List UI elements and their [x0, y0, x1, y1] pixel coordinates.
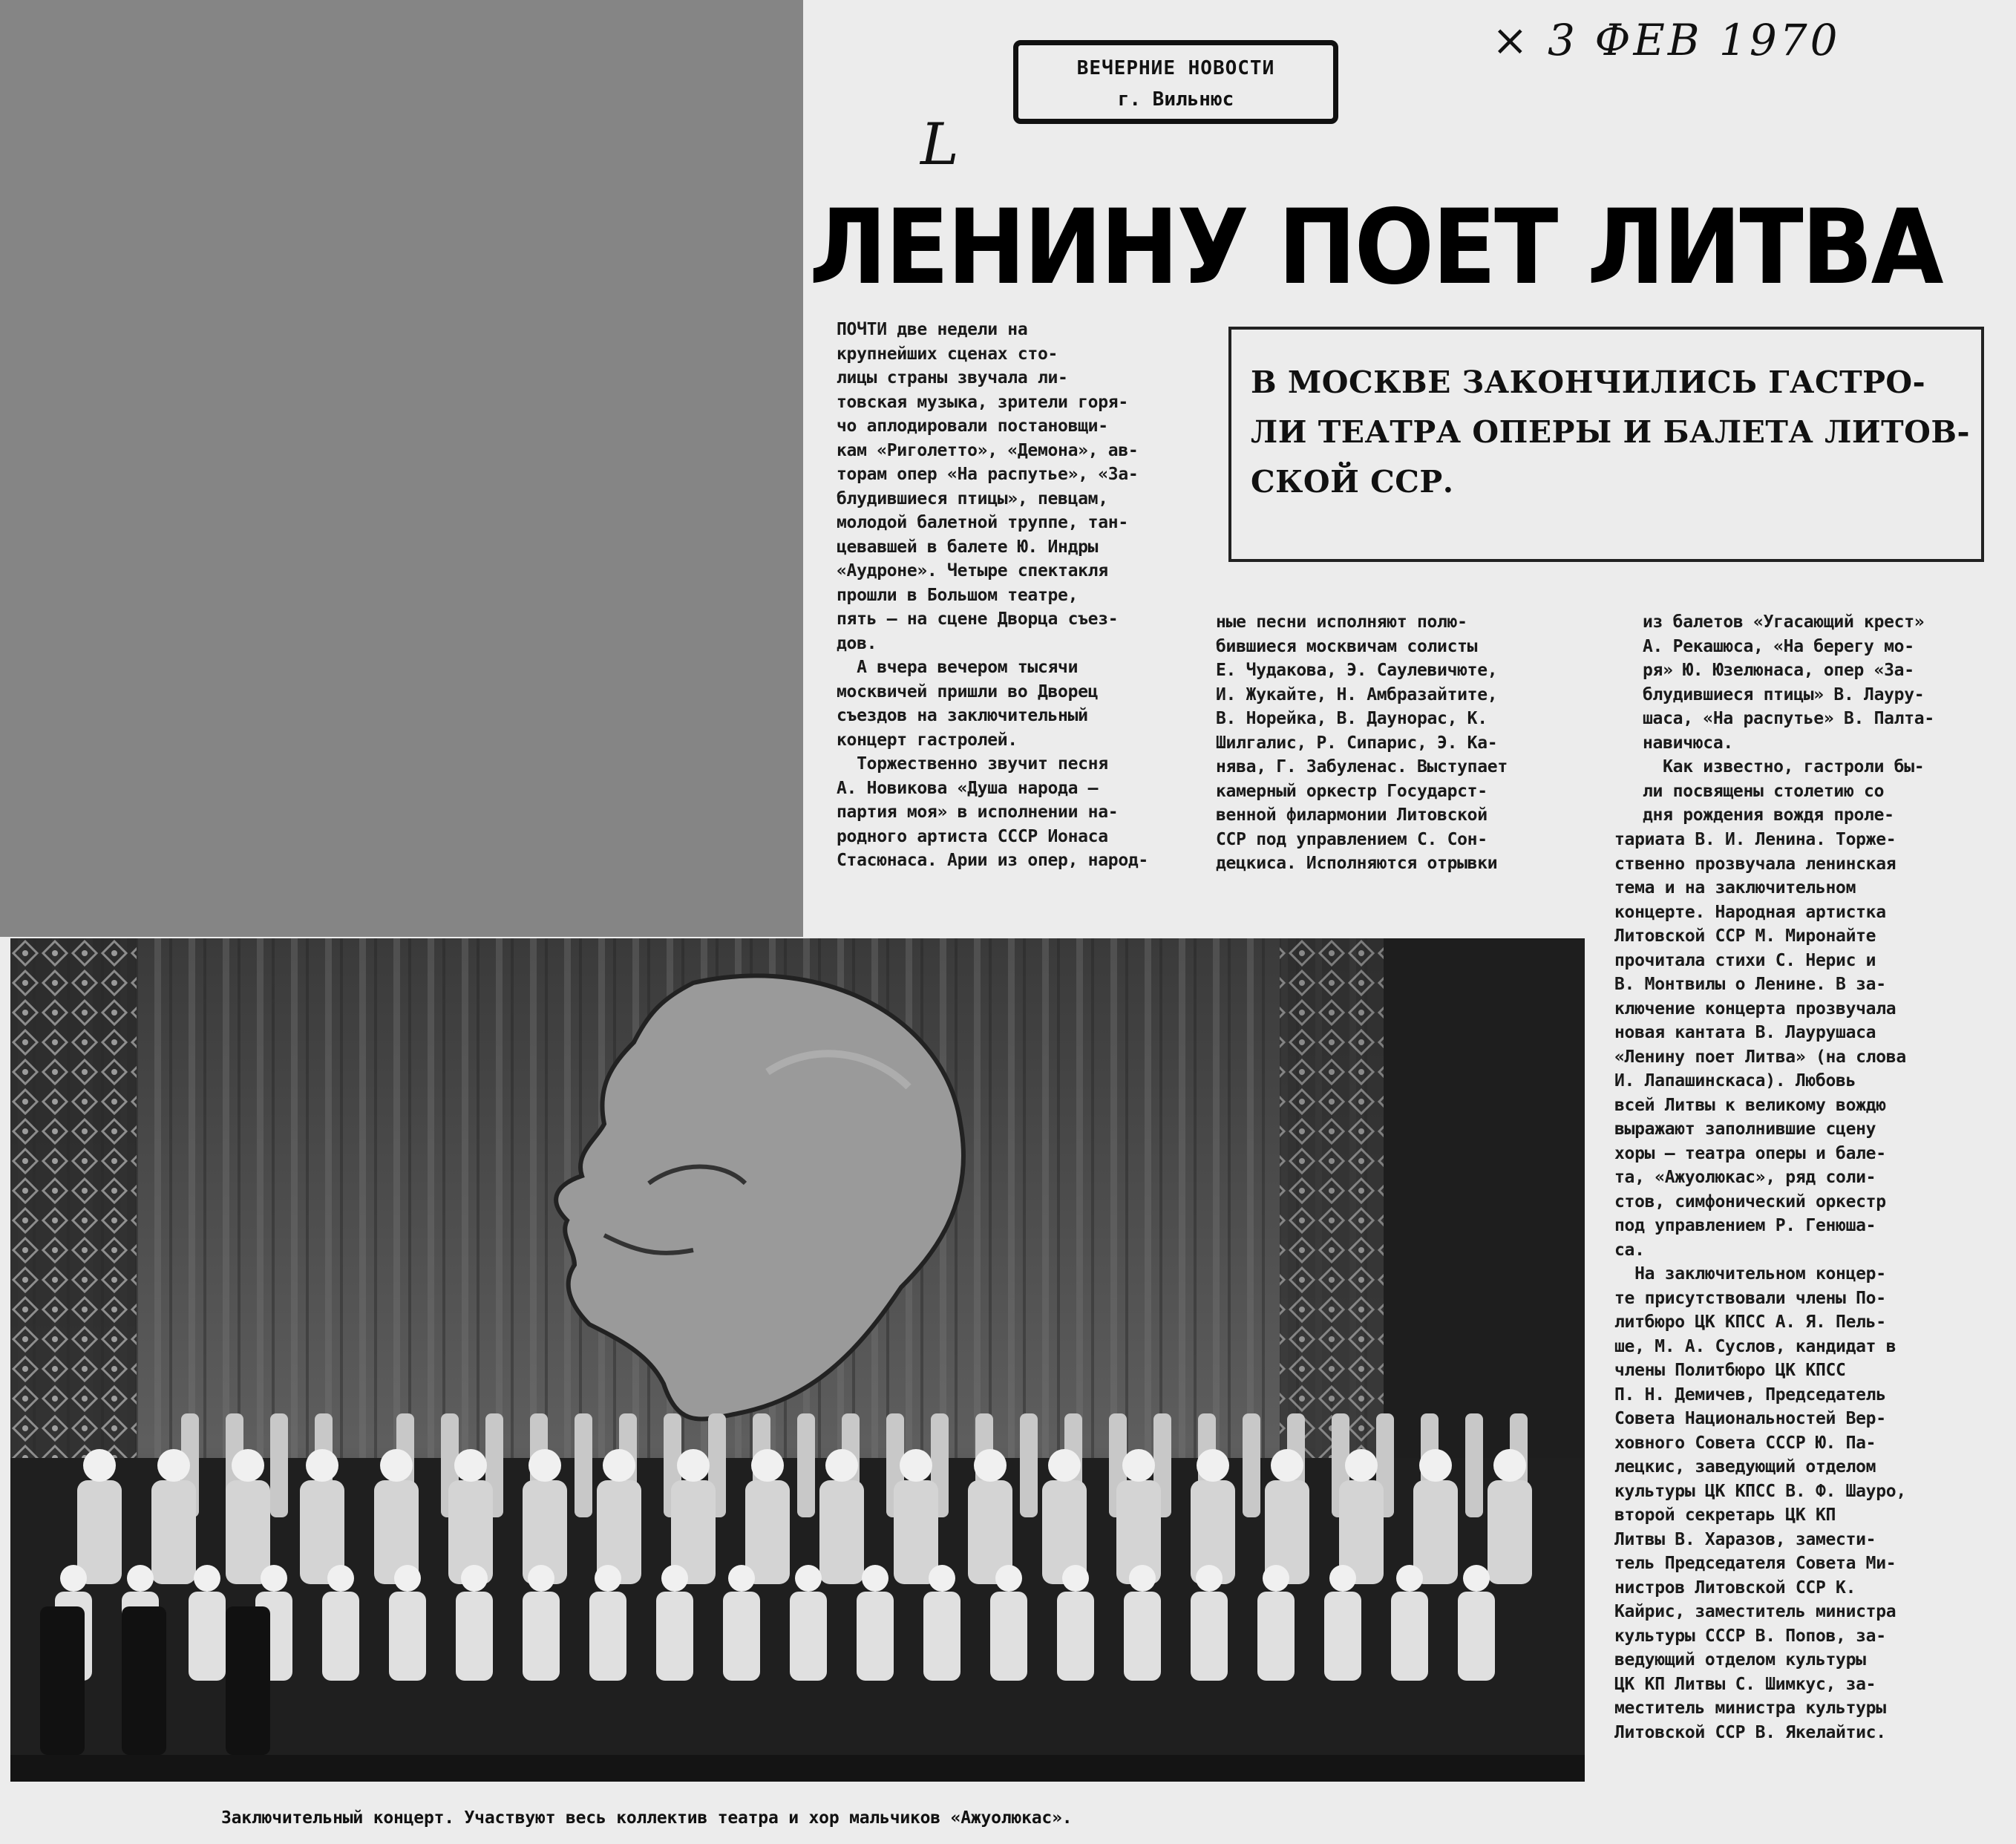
concert-photo	[10, 938, 1585, 1782]
article-column-2: ные песни исполняют полю- бившиеся москвичам солисты Е. Чудакова, Э. Саулевичюте, И. Жукайте, Н. Амбразайтите, В. Норейка, В. Даунорас, К. Шилгалис, Р. Сипарис, Э. Ка- нява, Г. Забуленас. Выступает камерный оркестр Государст- венной филармонии Литовской ССР под управлением С. Сон- децкиса. Исполняются отрывки	[1216, 612, 1508, 873]
stamp-newspaper-name: ВЕЧЕРНИЕ НОВОСТИ	[1076, 57, 1275, 79]
concert-photo-illustration	[10, 938, 1585, 1782]
article-column-3-bottom: тариата В. И. Ленина. Торже- ственно прозвучала ленинская тема и на заключительном концерте. Народная артистка Литовской ССР М. Миронайте прочитала стихи С. Нерис и В. Монтвилы о Ленине. В за- ключение концерта прозвучала новая кантата В. Лаурушаса «Ленину поет Литва» (на слова И. Лапашинскаса). Любовь всей Литвы к великому вождю выражают заполнившие сцену хоры — театра оперы и бале- та, «Ажуолюкас», ряд соли- стов, симфонический оркестр под управлением Р. Генюша- са. На заключительном концер- те присутствовали члены По- литбюро ЦК КПСС А. Я. Пель- ше, М. А. Суслов, кандидат в члены Политбюро ЦК КПСС П. Н. Демичев, Председатель Совета Национальностей Вер- ховного Совета СССР Ю. Па- лецкис, заведующий отделом культуры ЦК КПСС В. Ф. Шауро, второй секретарь ЦК КП Литвы В. Харазов, замести- тель Председателя Совета Ми- нистров Литовской ССР К. Кайрис, заместитель министра культуры СССР В. Попов, за- ведующий отделом культуры ЦК КП Литвы С. Шимкус, за- меститель министра культуры Литовской ССР В. Якелайтис.	[1614, 830, 1906, 1742]
handwritten-date: × 3 ФЕВ 1970	[1492, 15, 1841, 65]
article-column-1: ПОЧТИ две недели на крупнейших сценах сто- лицы страны звучала ли- товская музыка, зрители горя- чо аплодировали постановщи- кам «Риголетто», «Демона», ав- торам опер «На распутье», «За- блудившиеся птицы», певцам, молодой балетной труппе, тан- цевавшей в балете Ю. Индры «Аудроне». Четыре спектакля прошли в Большом театре, пять — на сцене Дворца съез- дов. А вчера вечером тысячи москвичей пришли во Дворец съездов на заключительный концерт гастролей. Торжественно звучит песня А. Новикова «Душа народа — партия моя» в исполнении на- родного артиста СССР Ионаса Стасюнаса. Арии из опер, народ-	[837, 320, 1148, 870]
article-subheadline: В МОСКВЕ ЗАКОНЧИЛИСЬ ГАСТРО- ЛИ ТЕАТРА ОПЕРЫ И БАЛЕТА ЛИТОВ- СКОЙ ССР.	[1251, 364, 1970, 500]
article-column-3-top: из балетов «Угасающий крест» А. Рекашюса, «На берегу мо- ря» Ю. Юзелюнаса, опер «За- блудившиеся птицы» В. Лауру- шаса, «На распутье» В. Палта- навичюса. Как известно, гастроли бы- ли посвящены столетию со дня рождения вождя проле-	[1643, 612, 1934, 825]
handwritten-mark: L	[920, 111, 959, 178]
stamp-city: г. Вильнюс	[1117, 88, 1234, 111]
article-headline: ЛЕНИНУ ПОЕТ ЛИТВА	[809, 187, 1942, 307]
newspaper-stamp	[1013, 40, 1338, 124]
subheadline-box	[1228, 327, 1984, 562]
gray-backdrop	[0, 0, 805, 941]
photo-caption: Заключительный концерт. Участвуют весь коллектив театра и хор мальчиков «Ажуолюкас».	[221, 1808, 1073, 1828]
